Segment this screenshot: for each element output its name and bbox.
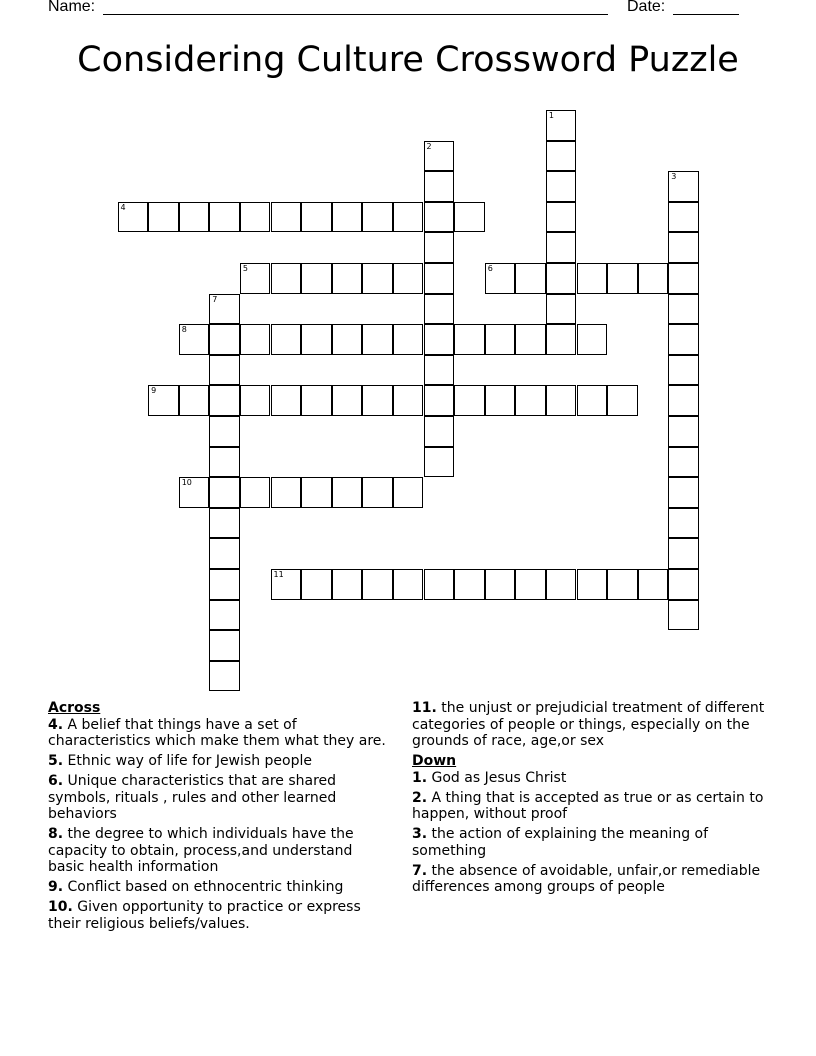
grid-cell[interactable] [362,477,393,508]
grid-cell[interactable] [332,263,363,294]
grid-cell[interactable] [209,508,240,539]
grid-cell[interactable] [179,477,210,508]
grid-cell[interactable] [393,202,424,233]
grid-cell[interactable] [638,569,669,600]
grid-cell[interactable] [577,324,608,355]
grid-cell[interactable] [209,569,240,600]
grid-cell[interactable] [393,385,424,416]
grid-cell[interactable] [393,477,424,508]
clue-text: A thing that is accepted as true or as certain to happen, without proof [412,789,764,822]
grid-cell[interactable] [515,569,546,600]
grid-cell[interactable] [546,110,577,141]
grid-cell[interactable] [148,385,179,416]
grid-cell[interactable] [240,202,271,233]
clue-number: 7. [412,862,428,879]
grid-cell[interactable] [424,416,455,447]
clue-across-11 [412,700,782,750]
clue-number: 4. [48,716,64,733]
grid-cell[interactable] [485,263,516,294]
grid-cell[interactable] [546,263,577,294]
clue-number: 5. [48,753,64,769]
clue-text: A belief that things have a set of characteristics which make them what they are. [48,716,386,749]
across-heading: Across [48,700,101,716]
clue-text: Unique characteristics that are shared symbols, rituals , rules and other learned behaviors [48,773,337,822]
grid-cell[interactable] [424,294,455,325]
grid-cell[interactable] [271,477,302,508]
grid-cell[interactable] [301,263,332,294]
grid-cell[interactable] [362,324,393,355]
grid-cell[interactable] [332,477,363,508]
clue-number-label: 7 [212,294,218,304]
grid-cell[interactable] [209,630,240,661]
grid-cell[interactable] [179,324,210,355]
clue-text: the unjust or prejudicial treatment of different categories of people or things, especially on the grounds of race, age,or sex [412,700,765,749]
clue-number-label: 9 [151,386,157,396]
grid-cell[interactable] [424,569,455,600]
grid-cell[interactable] [362,202,393,233]
clue-number-label: 11 [273,570,284,579]
down-heading: Down [412,753,457,769]
grid-cell[interactable] [668,538,699,569]
grid-cell[interactable] [209,294,240,325]
clue-number: 11. [412,700,437,716]
clue-number: 2. [412,789,428,806]
grid-cell[interactable] [485,324,516,355]
grid-cell[interactable] [668,263,699,294]
clue-text: God as Jesus Christ [431,769,567,786]
grid-cell[interactable] [424,202,455,233]
clue-across-5 [48,753,393,770]
page-title: Considering Culture Crossword Puzzle [77,40,739,80]
grid-cell[interactable] [209,600,240,631]
clue-number: 3. [412,826,428,842]
grid-cell[interactable] [668,569,699,600]
clue-number-label: 3 [671,172,677,182]
grid-cell[interactable] [393,569,424,600]
grid-cell[interactable] [424,324,455,355]
grid-cell[interactable] [424,447,455,478]
clue-down-7 [412,863,782,896]
grid-cell[interactable] [209,447,240,478]
grid-cell[interactable] [271,263,302,294]
grid-cell[interactable] [209,416,240,447]
grid-cell[interactable] [301,569,332,600]
grid-cell[interactable] [546,385,577,416]
clue-text: Conflict based on ethnocentric thinking [67,879,344,895]
grid-cell[interactable] [607,569,638,600]
grid-cell[interactable] [424,355,455,386]
clue-text: Ethnic way of life for Jewish people [67,753,312,769]
grid-cell[interactable] [271,324,302,355]
grid-cell[interactable] [515,324,546,355]
grid-cell[interactable] [424,263,455,294]
grid-cell[interactable] [454,202,485,233]
grid-cell[interactable] [332,569,363,600]
grid-cell[interactable] [424,232,455,263]
grid-cell[interactable] [424,171,455,202]
grid-cell[interactable] [546,324,577,355]
clue-number-label: 1 [548,111,554,120]
grid-cell[interactable] [485,569,516,600]
grid-cell[interactable] [362,569,393,600]
grid-cell[interactable] [485,385,516,416]
grid-cell[interactable] [209,385,240,416]
clue-across-6 [48,773,393,823]
clue-number-label: 2 [426,141,432,151]
clue-across-4 [48,717,393,750]
grid-cell[interactable] [301,477,332,508]
grid-cell[interactable] [607,385,638,416]
clue-number-label: 6 [487,264,493,273]
clue-number-label: 10 [181,478,192,488]
grid-cell[interactable] [668,171,699,202]
grid-cell[interactable] [271,569,302,600]
grid-cell[interactable] [240,263,271,294]
grid-cell[interactable] [668,416,699,447]
clue-number: 8. [48,826,64,842]
grid-cell[interactable] [454,324,485,355]
grid-cell[interactable] [179,385,210,416]
clue-across-9 [48,879,393,896]
grid-cell[interactable] [668,294,699,325]
grid-cell[interactable] [454,385,485,416]
grid-cell[interactable] [332,202,363,233]
name-label: Name: [48,0,96,15]
clues-right-column [412,700,782,899]
grid-cell[interactable] [179,202,210,233]
grid-cell[interactable] [301,324,332,355]
clue-number-label: 8 [181,325,187,335]
grid-cell[interactable] [148,202,179,233]
grid-cell[interactable] [424,141,455,172]
grid-cell[interactable] [668,385,699,416]
grid-cell[interactable] [546,202,577,233]
grid-cell[interactable] [209,202,240,233]
grid-cell[interactable] [209,477,240,508]
clue-number: 9. [48,879,64,895]
clue-text: the degree to which individuals have the capacity to obtain, process,and understand basic health information [48,826,354,875]
clue-down-3 [412,826,782,859]
grid-cell[interactable] [668,600,699,631]
grid-cell[interactable] [515,385,546,416]
grid-cell[interactable] [240,477,271,508]
grid-cell[interactable] [577,569,608,600]
clue-number: 10. [48,899,73,915]
grid-cell[interactable] [301,385,332,416]
grid-cell[interactable] [301,202,332,233]
grid-cell[interactable] [332,385,363,416]
grid-cell[interactable] [668,508,699,539]
grid-cell[interactable] [393,324,424,355]
grid-cell[interactable] [546,569,577,600]
grid-cell[interactable] [668,202,699,233]
grid-cell[interactable] [546,232,577,263]
clue-number-label: 4 [120,202,126,212]
clue-across-8 [48,826,393,876]
grid-cell[interactable] [240,324,271,355]
grid-cell[interactable] [668,324,699,355]
clue-text: the action of explaining the meaning of something [412,826,709,859]
grid-cell[interactable] [271,385,302,416]
grid-cell[interactable] [209,661,240,692]
clue-across-10 [48,899,393,932]
clue-text: the absence of avoidable, unfair,or remediable differences among groups of people [412,862,761,895]
grid-cell[interactable] [362,263,393,294]
grid-cell[interactable] [668,447,699,478]
grid-cell[interactable] [607,263,638,294]
grid-cell[interactable] [118,202,149,233]
grid-cell[interactable] [515,263,546,294]
clue-number-label: 5 [242,264,248,273]
grid-cell[interactable] [209,538,240,569]
grid-cell[interactable] [424,385,455,416]
grid-cell[interactable] [332,324,363,355]
grid-cell[interactable] [577,385,608,416]
grid-cell[interactable] [362,385,393,416]
grid-cell[interactable] [668,477,699,508]
grid-cell[interactable] [638,263,669,294]
grid-cell[interactable] [393,263,424,294]
grid-cell[interactable] [546,171,577,202]
grid-cell[interactable] [668,232,699,263]
grid-cell[interactable] [271,202,302,233]
clues-left-column [48,700,393,936]
grid-cell[interactable] [668,355,699,386]
clue-number: 1. [412,769,428,786]
clue-down-1 [412,770,782,787]
clue-text: Given opportunity to practice or express their religious beliefs/values. [48,899,361,932]
grid-cell[interactable] [546,141,577,172]
grid-cell[interactable] [240,385,271,416]
grid-cell[interactable] [209,355,240,386]
grid-cell[interactable] [209,324,240,355]
clue-number: 6. [48,773,64,789]
date-label: Date: [627,0,666,15]
grid-cell[interactable] [577,263,608,294]
clue-down-2 [412,790,782,823]
grid-cell[interactable] [454,569,485,600]
grid-cell[interactable] [546,294,577,325]
